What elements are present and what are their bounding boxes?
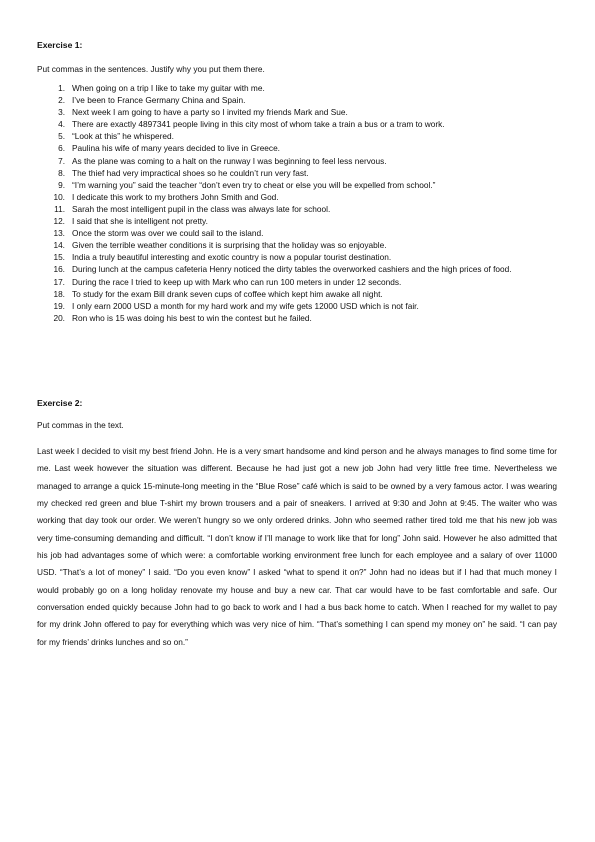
item-number: 6. <box>58 143 65 154</box>
list-item <box>37 288 557 300</box>
item-number: 7. <box>58 155 65 166</box>
item-text: Given the terrible weather conditions it is surprising that the holiday was so enjoyable. <box>72 240 387 251</box>
item-text: As the plane was coming to a halt on the runway I was beginning to feel less nervous. <box>72 155 387 166</box>
item-number: 15. <box>53 252 65 263</box>
list-item <box>37 312 557 324</box>
list-item <box>37 155 557 167</box>
item-number: 10. <box>53 191 65 202</box>
list-item <box>37 167 557 179</box>
item-number: 13. <box>53 228 65 239</box>
list-item <box>37 263 557 275</box>
item-text: “Look at this” he whispered. <box>72 131 174 142</box>
item-number: 11. <box>54 203 65 214</box>
exercise1-sentence-list <box>37 82 557 324</box>
item-text: “I’m warning you” said the teacher “don’t even try to cheat or else you will be expelled from school.” <box>72 179 436 190</box>
item-text: During lunch at the campus cafeteria Henry noticed the dirty tables the overworked cashiers and the high prices of food. <box>72 264 512 275</box>
list-item <box>37 130 557 142</box>
list-item <box>37 118 557 130</box>
item-text: I’ve been to France Germany China and Spain. <box>72 95 246 106</box>
item-number: 12. <box>53 216 65 227</box>
item-number: 2. <box>58 95 65 106</box>
list-item <box>37 227 557 239</box>
item-text: Once the storm was over we could sail to the island. <box>72 228 264 239</box>
list-item <box>37 142 557 154</box>
item-number: 18. <box>53 288 65 299</box>
item-number: 19. <box>53 300 65 311</box>
list-item <box>37 300 557 312</box>
list-item <box>37 94 557 106</box>
item-text: When going on a trip I like to take my guitar with me. <box>72 83 265 93</box>
list-item <box>37 251 557 263</box>
item-text: During the race I tried to keep up with Mark who can run 100 meters in under 12 seconds. <box>72 276 402 287</box>
item-text: I only earn 2000 USD a month for my hard work and my wife gets 12000 USD which is not fair. <box>72 300 419 311</box>
item-number: 16. <box>53 264 65 275</box>
list-item <box>37 276 557 288</box>
item-text: India a truly beautiful interesting and exotic country is now a popular tourist destination. <box>72 252 392 263</box>
item-text: I said that she is intelligent not pretty. <box>72 216 208 227</box>
list-item <box>37 106 557 118</box>
item-number: 5. <box>58 131 65 142</box>
item-text: Ron who is 15 was doing his best to win the contest but he failed. <box>72 312 312 323</box>
item-number: 17. <box>53 276 65 287</box>
item-number: 9. <box>58 179 65 190</box>
item-text: There are exactly 4897341 people living in this city most of whom take a train a bus or a tram to work. <box>72 119 445 130</box>
item-text: The thief had very impractical shoes so he couldn’t run very fast. <box>72 167 309 178</box>
item-number: 20. <box>53 312 65 323</box>
list-item <box>37 179 557 191</box>
list-item <box>37 82 557 94</box>
item-text: To study for the exam Bill drank seven cups of coffee which kept him awake all night. <box>72 288 383 299</box>
item-number: 3. <box>58 107 65 118</box>
exercise2-instruction: Put commas in the text. <box>37 420 124 430</box>
item-text: Paulina his wife of many years decided to live in Greece. <box>72 143 280 154</box>
list-item <box>37 239 557 251</box>
exercise2-title: Exercise 2: <box>37 398 83 408</box>
item-number: 4. <box>58 119 65 130</box>
item-number: 14. <box>53 240 65 251</box>
exercise1-title: Exercise 1: <box>37 40 83 50</box>
item-number: 8. <box>58 167 65 178</box>
item-text: Sarah the most intelligent pupil in the class was always late for school. <box>72 203 331 214</box>
list-item <box>37 203 557 215</box>
item-number: 1. <box>58 83 65 93</box>
item-text: I dedicate this work to my brothers John Smith and God. <box>72 191 279 202</box>
list-item <box>37 215 557 227</box>
exercise1-instruction: Put commas in the sentences. Justify why you put them there. <box>37 64 265 74</box>
exercise2-text: Last week I decided to visit my best friend John. He is a very smart handsome and kind person and he always manages to find some time for me. Last week however the situation was different. Because he had just got a new job John had very little free time. Nevertheless we managed to arrange a quick 15-minute-long meeting in the “Blue Rose” café which is said to be owned by a very famous actor. I was wearing my checked red green and blue T-shirt my brown trousers and a pair of sneakers. I arrived at 9:30 and John at 9:45. The waiter who was working that day took our order. We weren’t hungry so we only ordered drinks. John who seemed rather tired told me that his new job was very time-consuming demanding and difficult. “I don’t know if I’ll manage to work like that for long” John said. However he also admitted that his job had advantages some of which were: a comfortable working environment free lunch for each employee and a salary of over 11000 USD. “That’s a lot of money” I said. “Do you even know” I asked “what to spend it on?” John had no ideas but if I had that much money I would probably go on a long holiday renovate my house and buy a new car. That car would have to be fast comfortable and safe. Our conversation ended quickly because John had to go back to work and I had a bus back home to catch. When I reached for my wallet to pay for my drink John offered to pay for everything which was very nice of him. “That’s something I can spend my money on” he said. “I can pay for my friends’ drinks lunches and so on.” <box>37 446 557 647</box>
item-text: Next week I am going to have a party so I invited my friends Mark and Sue. <box>72 107 348 118</box>
list-item <box>37 191 557 203</box>
